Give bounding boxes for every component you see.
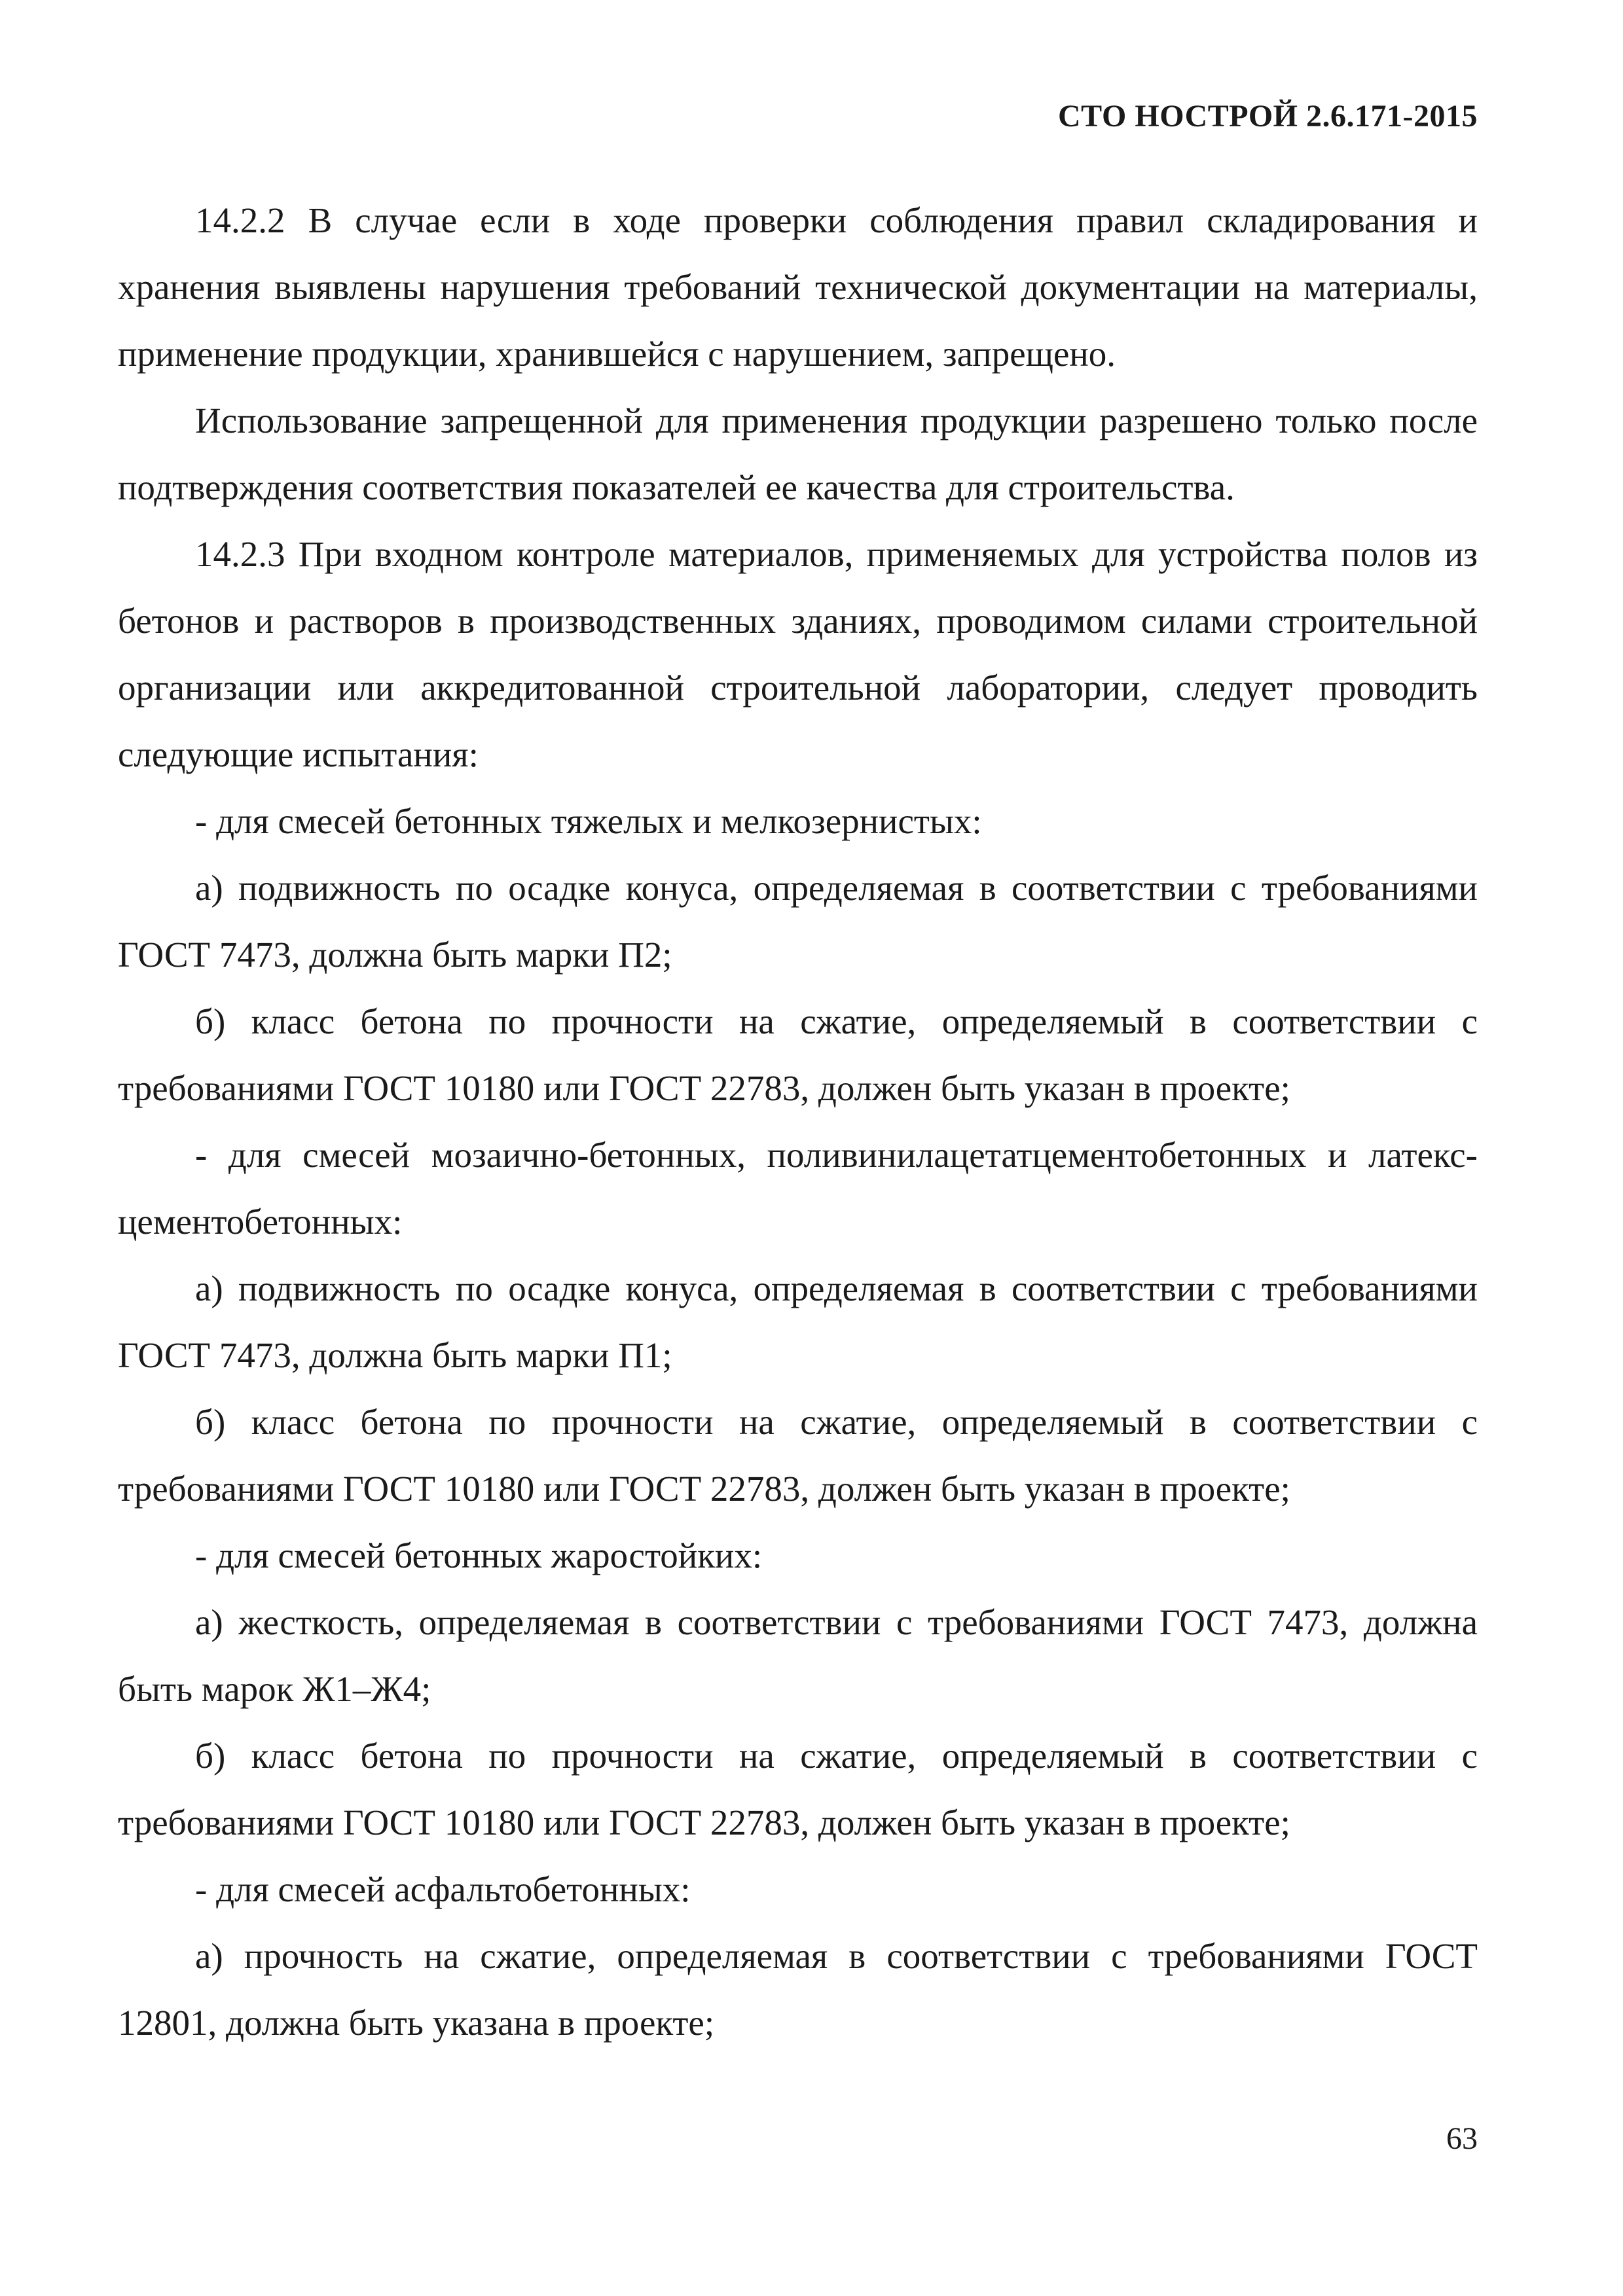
document-body [118, 187, 1478, 2056]
list-item-a-stiffness: а) жесткость, определяемая в соответствии с требованиями ГОСТ 7473, должна быть марок Ж1–Ж4; [118, 1602, 1478, 1709]
page-number: 63 [1446, 2121, 1478, 2156]
paragraph-14-2-2: 14.2.2 В случае если в ходе проверки соблюдения правил складирования и хранения выявлены нарушения требований технической документации на материалы, применение продукции, хранившейся с нарушением, запрещено. [118, 200, 1478, 374]
list-heading-mosaic-concrete: - для смесей мозаично-бетонных, поливинилацетатцементобетонных и латексцементобетонных: [118, 1135, 1478, 1242]
list-item-b-strength-class: б) класс бетона по прочности на сжатие, определяемый в соответствии с требованиями ГОСТ 10180 или ГОСТ 22783, должен быть указан в проекте; [118, 1736, 1478, 1842]
paragraph-usage-permission: Использование запрещенной для применения продукции разрешено только после подтверждения соответствия показателей ее качества для строительства. [118, 401, 1478, 507]
list-item-b-strength-class: б) класс бетона по прочности на сжатие, определяемый в соответствии с требованиями ГОСТ 10180 или ГОСТ 22783, должен быть указан в проекте; [118, 1001, 1478, 1108]
list-item-a-mobility-p2: а) подвижность по осадке конуса, определяемая в соответствии с требованиями ГОСТ 7473, должна быть марки П2; [118, 868, 1478, 975]
paragraph-14-2-3: 14.2.3 При входном контроле материалов, применяемых для устройства полов из бетонов и растворов в производственных зданиях, проводимом силами строительной организации или аккредитованной строительной лаборатории, следует проводить следующие испытания: [118, 534, 1478, 774]
list-item-b-strength-class: б) класс бетона по прочности на сжатие, определяемый в соответствии с требованиями ГОСТ 10180 или ГОСТ 22783, должен быть указан в проекте; [118, 1402, 1478, 1509]
list-heading-asphalt-concrete: - для смесей асфальтобетонных: [195, 1869, 691, 1909]
list-heading-heavy-concrete: - для смесей бетонных тяжелых и мелкозернистых: [195, 801, 982, 841]
document-code-header: СТО НОСТРОЙ 2.6.171-2015 [1057, 99, 1478, 134]
list-item-a-mobility-p1: а) подвижность по осадке конуса, определяемая в соответствии с требованиями ГОСТ 7473, должна быть марки П1; [118, 1268, 1478, 1375]
list-heading-heat-resistant: - для смесей бетонных жаростойких: [195, 1535, 763, 1575]
list-item-a-compressive-strength: а) прочность на сжатие, определяемая в соответствии с требованиями ГОСТ 12801, должна быть указана в проекте; [118, 1936, 1478, 2043]
